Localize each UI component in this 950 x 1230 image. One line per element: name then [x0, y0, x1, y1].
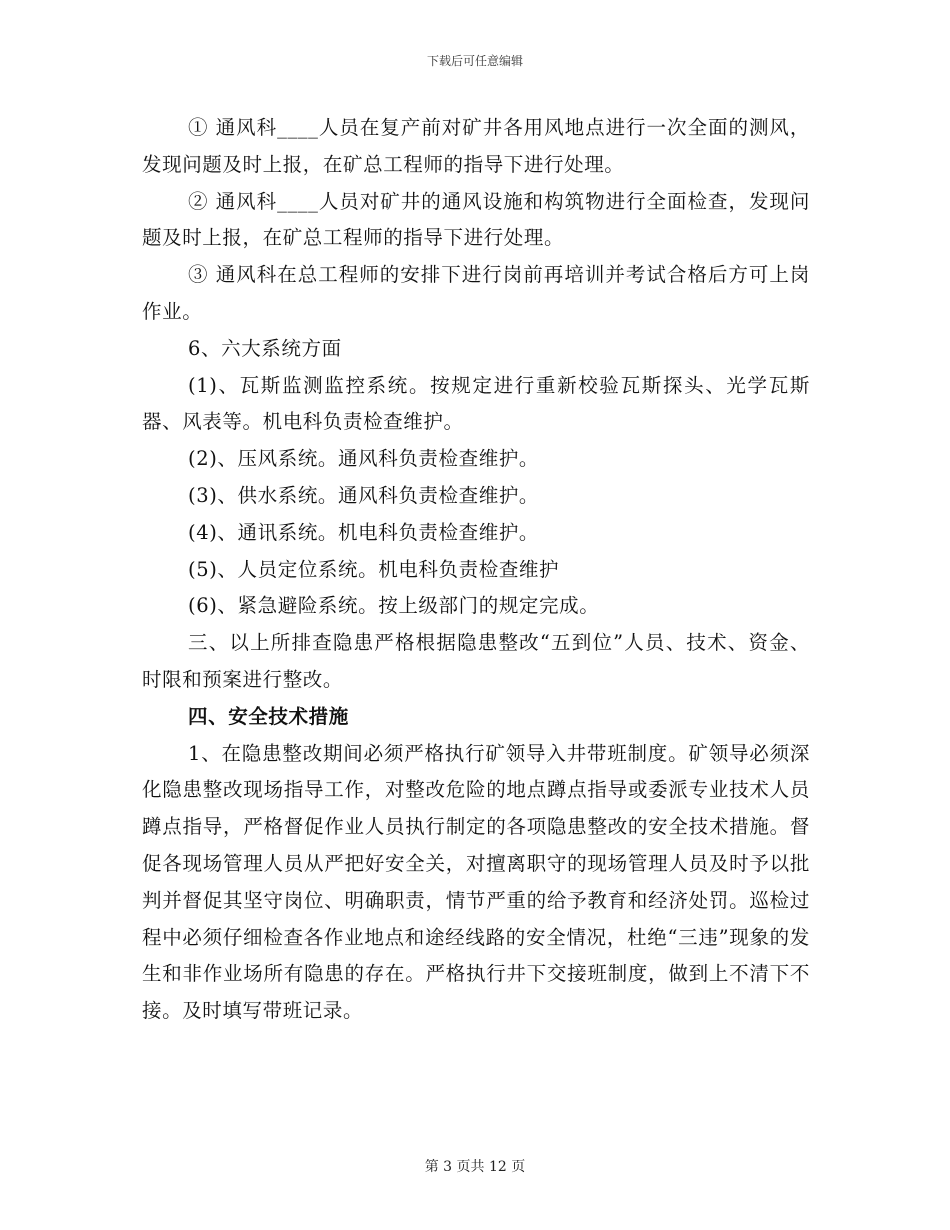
list-item-water-supply: (3)、供水系统。通风科负责检查维护。	[188, 483, 540, 507]
page-footer: 第 3 页共 12 页	[424, 1159, 526, 1175]
list-item-personnel-positioning: (5)、人员定位系统。机电科负责检查维护	[188, 557, 560, 581]
paragraph-ventilation-training: ③ 通风科在总工程师的安排下进行岗前再培训并考试合格后方可上岗作业。	[142, 263, 810, 323]
paragraph-section-three: 三、以上所排查隐患严格根据隐患整改“五到位”人员、技术、资金、时限和预案进行整改。	[142, 631, 810, 691]
list-item-compressed-air: (2)、压风系统。通风科负责检查维护。	[188, 447, 540, 471]
paragraph-leader-shift: 1、在隐患整改期间必须严格执行矿领导入井带班制度。矿领导必须深化隐患整改现场指导工作，对整改危险的地点蹲点指导或委派专业技术人员蹲点指导，严格督促作业人员执行制定的各项隐患整改的安全技术措施。督促各现场管理人员从严把好安全关，对擅离职守的现场管理人员及时予以批判并督促其坚守岗位、明确职责，情节严重的给予教育和经济处罚。巡检过程中必须仔细检查各作业地点和途经线路的安全情况，杜绝“三违”现象的发生和非作业场所有隐患的存在。严格执行井下交接班制度，做到上不清下不接。及时填写带班记录。	[142, 741, 810, 1023]
document-body	[142, 110, 810, 1030]
paragraph-ventilation-inspect: ② 通风科____人员对矿井的通风设施和构筑物进行全面检查，发现问题及时上报，在矿总工程师的指导下进行处理。	[142, 189, 810, 250]
paragraph-ventilation-measure: ① 通风科____人员在复产前对矿井各用风地点进行一次全面的测风，发现问题及时上报，在矿总工程师的指导下进行处理。	[142, 116, 810, 176]
page-header: 下载后可任意编辑	[426, 54, 523, 68]
list-item-gas-monitoring: (1)、瓦斯监测监控系统。按规定进行重新校验瓦斯探头、光学瓦斯器、风表等。机电科负责检查维护。	[142, 373, 810, 434]
list-item-communication: (4)、通讯系统。机电科负责检查维护。	[188, 520, 540, 544]
section-six-systems: 6、六大系统方面	[188, 336, 342, 360]
list-item-emergency-refuge: (6)、紧急避险系统。按上级部门的规定完成。	[188, 594, 600, 618]
section-heading-safety-measures: 四、安全技术措施	[188, 704, 349, 728]
